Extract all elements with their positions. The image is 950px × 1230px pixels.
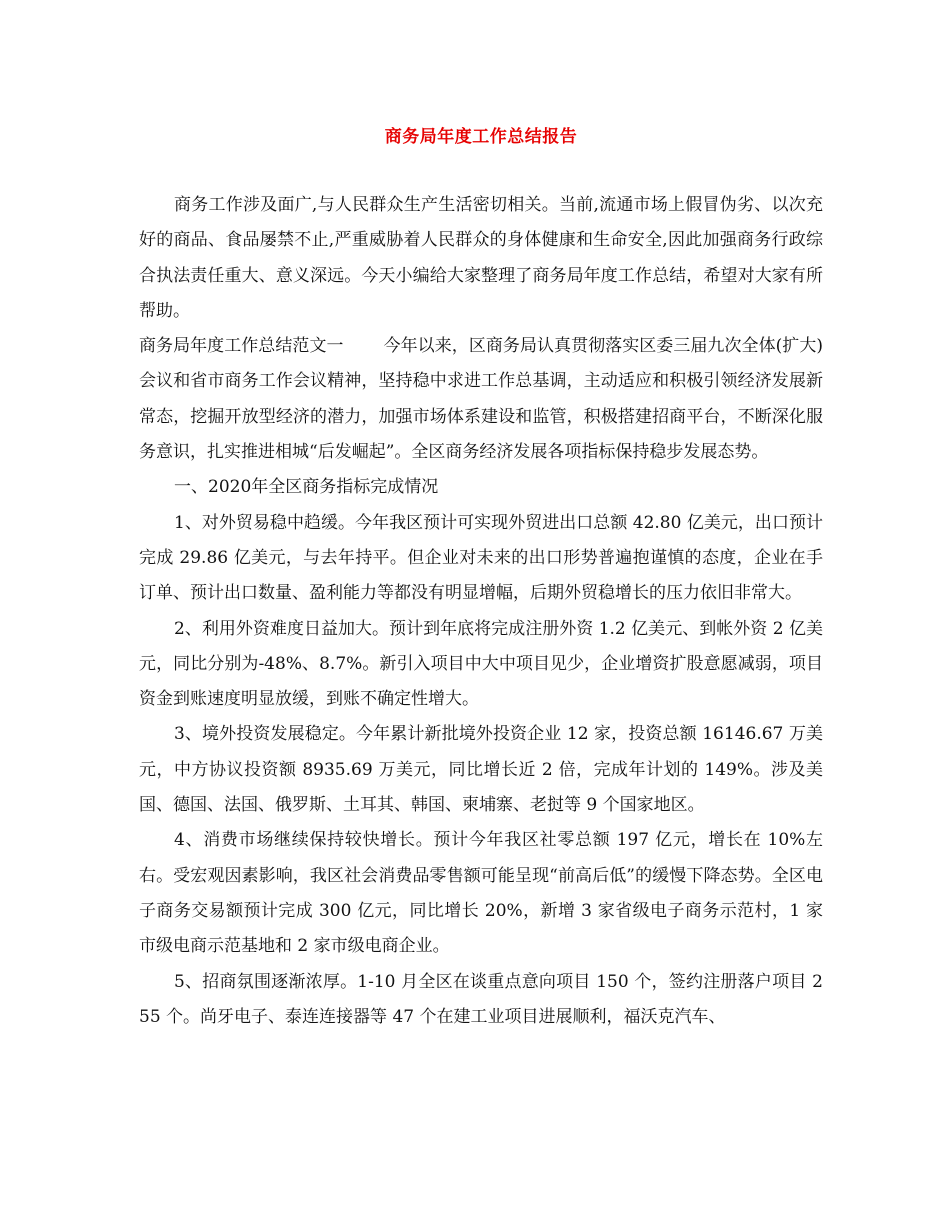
list-item: 1、对外贸易稳中趋缓。今年我区预计可实现外贸进出口总额 42.80 亿美元，出口预计完成 29.86 亿美元，与去年持平。但企业对未来的出口形势普遍抱谨慎的态度，企业在手订单、预计出口数量、盈利能力等都没有明显增幅，后期外贸稳增长的压力依旧非常大。 (139, 512, 823, 604)
list-item: 2、利用外资难度日益加大。预计到年底将完成注册外资 1.2 亿美元、到帐外资 2 亿美元，同比分别为-48%、8.7%。新引入项目中大中项目见少，企业增资扩股意愿减弱，项目资金到账速度明显放缓，到账不确定性增大。 (139, 618, 823, 710)
document-title: 商务局年度工作总结报告 (384, 127, 578, 147)
sample-paragraph (139, 329, 823, 470)
list-item: 4、消费市场继续保持较快增长。预计今年我区社零总额 197 亿元，增长在 10%左右。受宏观因素影响，我区社会消费品零售额可能呈现“前高后低”的缓慢下降态势。全区电子商务交易额预计完成 300 亿元，同比增长 20%，新增 3 家省级电子商务示范村，1 家市级电商示范基地和 2 家市级电商企业。 (139, 830, 823, 957)
list-item: 3、境外投资发展稳定。今年累计新批境外投资企业 12 家，投资总额 16146.67 万美元，中方协议投资额 8935.69 万美元，同比增长近 2 倍，完成年计划的 149%。涉及美国、德国、法国、俄罗斯、土耳其、韩国、柬埔寨、老挝等 9 个国家地区。 (139, 724, 823, 816)
list-item: 5、招商氛围逐渐浓厚。1-10 月全区在谈重点意向项目 150 个，签约注册落户项目 255 个。尚牙电子、泰连连接器等 47 个在建工业项目进展顺利，福沃克汽车、 (139, 971, 823, 1027)
document-body (139, 188, 823, 1035)
sample-intro-text: 今年以来，区商务局认真贯彻落实区委三届九次全体(扩大)会议和省市商务工作会议精神，坚持稳中求进工作总基调，主动适应和积极引领经济发展新常态，挖掘开放型经济的潜力，加强市场体系建设和监管，积极搭建招商平台，不断深化服务意识，扎实推进相城“后发崛起”。全区商务经济发展各项指标保持稳步发展态势。 (139, 336, 824, 463)
sample-heading: 商务局年度工作总结范文一 (139, 336, 344, 357)
section-heading: 一、2020年全区商务指标完成情况 (174, 477, 439, 498)
intro-paragraph: 商务工作涉及面广,与人民群众生产生活密切相关。当前,流通市场上假冒伪劣、以次充好的商品、食品屡禁不止,严重威胁着人民群众的身体健康和生命安全,因此加强商务行政综合执法责任重大、意义深远。今天小编给大家整理了商务局年度工作总结，希望对大家有所帮助。 (139, 195, 823, 321)
